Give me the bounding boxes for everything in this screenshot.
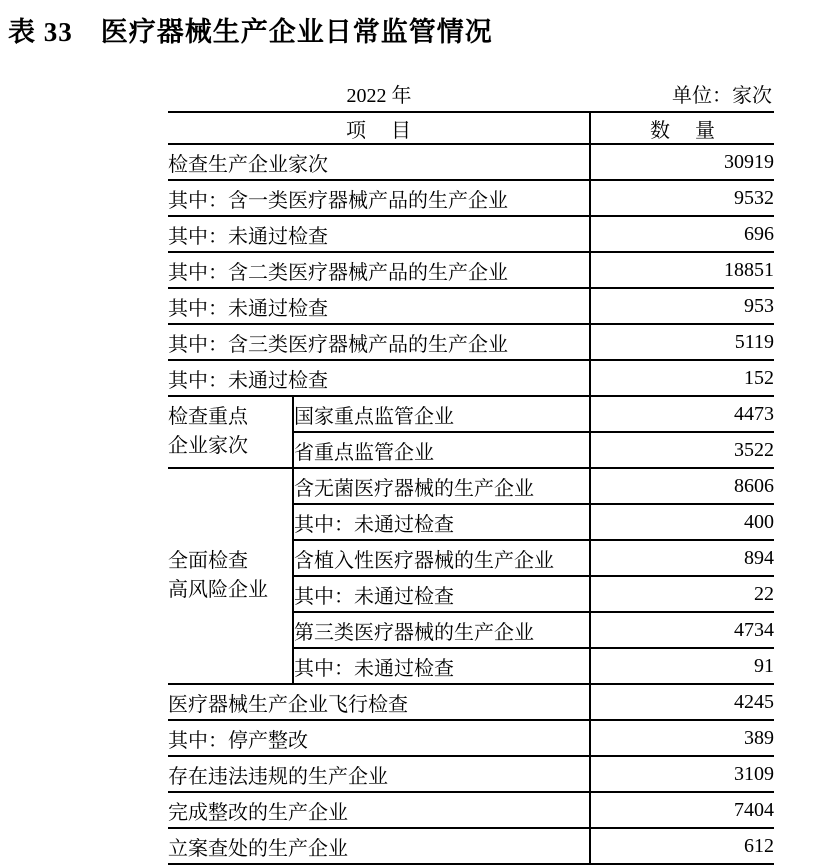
row-label: 其中：未通过检查	[168, 360, 590, 396]
row-label: 其中：含三类医疗器械产品的生产企业	[168, 324, 590, 360]
row-value: 894	[590, 540, 774, 576]
table-row	[168, 720, 774, 756]
row-label: 医疗器械生产企业飞行检查	[168, 684, 590, 720]
row-value: 4734	[590, 612, 774, 648]
table-row	[168, 396, 774, 432]
table-row	[168, 792, 774, 828]
group-label-line: 全面检查	[168, 550, 248, 572]
row-label: 省重点监管企业	[293, 432, 590, 468]
table-row	[168, 684, 774, 720]
unit-label: 单位：家次	[672, 85, 772, 107]
row-label: 其中：含二类医疗器械产品的生产企业	[168, 252, 590, 288]
row-value: 5119	[590, 324, 774, 360]
row-value: 9532	[590, 180, 774, 216]
table-meta	[168, 78, 774, 111]
row-label: 检查生产企业家次	[168, 144, 590, 180]
row-value: 696	[590, 216, 774, 252]
group-label-line: 高风险企业	[168, 579, 268, 601]
table-row	[168, 324, 774, 360]
row-value: 91	[590, 648, 774, 684]
row-label: 完成整改的生产企业	[168, 792, 590, 828]
row-value: 953	[590, 288, 774, 324]
table-row	[168, 756, 774, 792]
row-label: 立案查处的生产企业	[168, 828, 590, 864]
row-value: 8606	[590, 468, 774, 504]
table-row	[168, 360, 774, 396]
row-label: 含植入性医疗器械的生产企业	[293, 540, 590, 576]
table-row	[168, 216, 774, 252]
row-value: 22	[590, 576, 774, 612]
row-label: 其中：停产整改	[168, 720, 590, 756]
row-label: 其中：未通过检查	[168, 216, 590, 252]
row-value: 30919	[590, 144, 774, 180]
group-label	[168, 468, 293, 684]
table-body	[168, 144, 774, 864]
table-row	[168, 252, 774, 288]
row-value: 612	[590, 828, 774, 864]
col-header-item: 项 目	[168, 112, 590, 144]
table-row	[168, 288, 774, 324]
header-row	[168, 112, 774, 144]
row-value: 7404	[590, 792, 774, 828]
row-value: 4473	[590, 396, 774, 432]
group-label-line: 检查重点	[168, 406, 248, 428]
table-container	[168, 78, 774, 865]
col-header-quantity: 数 量	[590, 112, 774, 144]
table-row	[168, 468, 774, 504]
row-label: 其中：未通过检查	[168, 288, 590, 324]
row-label: 其中：未通过检查	[293, 504, 590, 540]
report-table	[168, 111, 774, 865]
row-label: 国家重点监管企业	[293, 396, 590, 432]
table-row	[168, 144, 774, 180]
group-label	[168, 396, 293, 468]
row-label: 其中：未通过检查	[293, 648, 590, 684]
row-value: 3522	[590, 432, 774, 468]
table-title: 表 33 医疗器械生产企业日常监管情况	[8, 17, 493, 47]
row-label: 其中：未通过检查	[293, 576, 590, 612]
group-label-line: 企业家次	[168, 435, 248, 457]
table-row	[168, 180, 774, 216]
table-row	[168, 828, 774, 864]
row-label: 其中：含一类医疗器械产品的生产企业	[168, 180, 590, 216]
row-value: 400	[590, 504, 774, 540]
row-value: 389	[590, 720, 774, 756]
row-value: 3109	[590, 756, 774, 792]
row-label: 第三类医疗器械的生产企业	[293, 612, 590, 648]
row-value: 4245	[590, 684, 774, 720]
row-value: 18851	[590, 252, 774, 288]
year-label: 2022 年	[346, 85, 412, 107]
row-label: 存在违法违规的生产企业	[168, 756, 590, 792]
row-label: 含无菌医疗器械的生产企业	[293, 468, 590, 504]
row-value: 152	[590, 360, 774, 396]
